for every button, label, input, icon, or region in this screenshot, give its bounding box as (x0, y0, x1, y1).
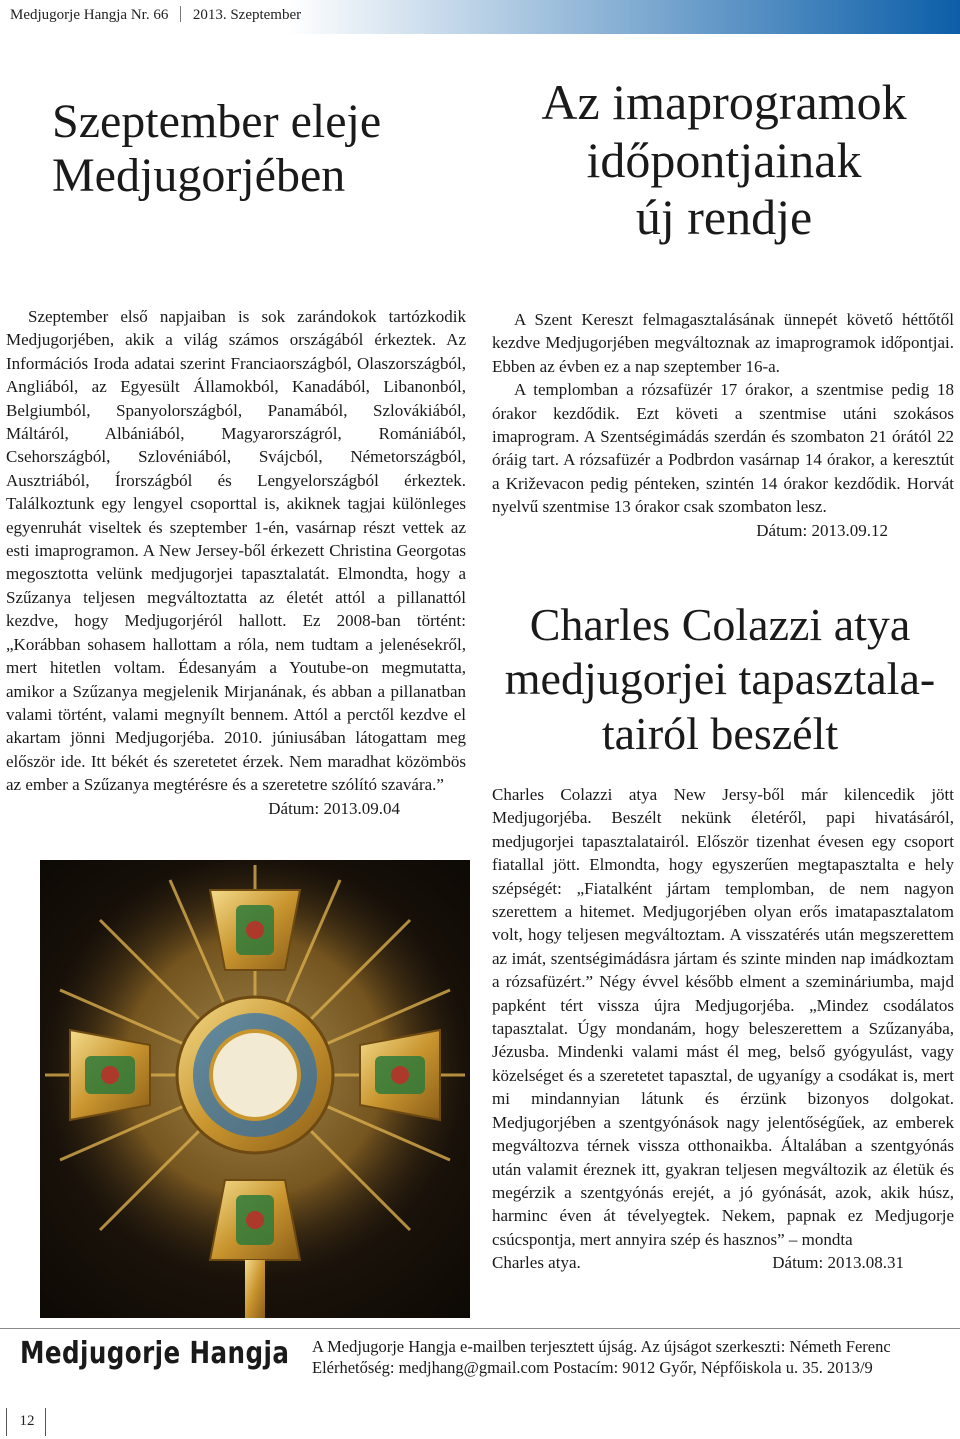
footer-logo: Medjugorje Hangja (20, 1336, 290, 1371)
page-number-box (6, 1408, 46, 1436)
header-separator (180, 6, 181, 22)
article-body-right-top (492, 308, 954, 542)
article-title-left (52, 95, 432, 203)
running-header (10, 6, 301, 24)
article-title-right-bottom (490, 598, 950, 761)
article-signoff (492, 1251, 954, 1274)
paragraph: Charles Colazzi atya New Jersy-ből már kilencedik jött Medjugorjéba. Beszélt nekünk életéről, papi hivatásáról, medjugorjei tapasztalatairól. Először tizenhat évesen egy csoport fiatallal jött. Elmondta, hogy egyszerűen megtapasztalta e hely szépségét: „Fiatalként jártam templomban, de nem nagyon szerettem a hitemet. Medjugorjében olyan erős imatapasztalatom volt, hogy teljesen megváltoztam. A visszatérés után megszerettem az imát, szentségimádásra jártam és szinte minden nap imádkoztam a rózsafüzért.” Négy évvel később elment a szemináriumba, majd papként tért vissza újra Medjugorjéba. „Mindez csodálatos tapasztalat. Úgy mondanám, hogy beleszerettem a Szűzanyába, Jézusba. Mindenki valami mást él meg, belső gyógyulást, vagy közelséget és a szeretetet tapasztal, de ugyanígy a csodákat is, mert mi mindannyian látunk és érzünk bizonyos dolgokat. Medjugorjében a szentgyónások nagy jelentőségűek, az emberek megváltozva térnek vissza otthonaikba. Általában a szentgyónás után valamit éreznek itt, gyakran teljesen megváltozik az életük és megérzik a szentgyónás erejét, a jó gyónását, azok, akik húsz, harminc éven át tévelyegtek. Nekem, papnak ez Medjugorje csúcspontja, mert annyira szép és hasznos” – mondta (492, 785, 954, 1249)
paragraph: A Szent Kereszt felmagasztalásának ünnepét követő héttőtől kezdve Medjugorjében megváltoznak az imaprogramok időpontjai. Ebben az évben ez a nap szeptember 16-a. (492, 310, 954, 376)
title-line: időpontjainak (586, 131, 862, 188)
article-date: Dátum: 2013.08.31 (772, 1253, 904, 1273)
article-title-right-top (515, 74, 933, 247)
page-number: 12 (19, 1413, 35, 1429)
article-date: Dátum: 2013.09.12 (756, 520, 888, 540)
paragraph: Szeptember első napjaiban is sok zarándokok tartózkodik Medjugorjében, akik a világ számos országából érkeztek. Az Információs Iroda adatai szerint Franciaországból, Olaszországból, Angliából, az Egyesült Államokból, Kanadából, Libanonból, Belgiumból, Spanyolországból, Panamából, Szlovákiából, Máltáról, Albániából, Magyarországról, Romániából, Csehországból, Szlovéniából, Svájcból, Németországból, Ausztriából, Írországból és Lengyelországból érkeztek. Találkoztunk egy lengyel csoporttal is, akiknek tagjai különleges egyenruhát viseltek és szeptember 1-én, vasárnap részt vettek az esti imaprogramon. A New Jersey-ből érkezett Christina Georgotas megosztotta velünk medjugorjei tapasztalatát. Elmondta, hogy a Szűzanya teljesen megváltoztatta az életét attól a pillanattól kezdve, hogy Medjugorjéról hallott. Ez 2008-ban történt: „Korábban sohasem hallottam a róla, nem tudtam a jelenésekről, mert hitetlen voltam. Édesanyám a Youtube-on megmutatta, amikor a Szűzanya megjelenik Mirjanának, és abban a pillanatban valami történt, valami megnyílt bennem. Attól a perctől kezdve el akartam jönni Medjugorjéba. 2010. júniusában látogattam meg először ide. Itt békét és szeretetet érzek. Nem maradhat közömbös az ember a Szűzanya megtérésre és a szeretetre szólító szavára.” (6, 307, 466, 795)
title-line: új rendje (635, 189, 813, 245)
footer-line: A Medjugorje Hangja e-mailben terjesztett újság. Az újságot szerkeszti: Németh Ferenc (312, 1337, 891, 1356)
monstrance-photo (40, 860, 470, 1318)
title-line: medjugorjei tapasztala- (504, 653, 936, 705)
article-body-left (6, 305, 466, 820)
title-line: Medjugorjében (52, 149, 346, 203)
issue-date: 2013. Szeptember (192, 7, 302, 23)
title-line: tairól beszélt (601, 707, 839, 759)
footer-line: Elérhetőség: medjhang@gmail.com Postacím: 9012 Győr, Népfőiskola u. 35. 2013/9 (312, 1358, 873, 1377)
publication-name: Medjugorje Hangja (10, 7, 128, 23)
title-line: Charles Colazzi atya (529, 599, 911, 650)
issue-number: Nr. 66 (130, 7, 169, 23)
monstrance-illustration (40, 860, 470, 1318)
signoff-name: Charles atya. (492, 1253, 581, 1273)
footer-info (312, 1336, 952, 1378)
article-body-right-bottom (492, 783, 954, 1275)
article-date: Dátum: 2013.09.04 (268, 798, 400, 818)
footer-rule (0, 1328, 960, 1329)
title-line: Szeptember eleje (52, 95, 382, 148)
title-line: Az imaprogramok (541, 74, 907, 130)
paragraph: A templomban a rózsafüzér 17 órakor, a szentmise pedig 18 órakor kezdődik. Ezt követi a szentmise utáni szokásos imaprogram. A Szentségimádás szerdán és szombaton 21 órától 22 óráig tart. A rózsafüzér a Podbrdon vasárnap 14 órakor, a keresztút a Križevacon pedig pénteken, szintén 14 órakor kezdődik. Horvát nyelvű szentmise 13 órakor csak szombaton lesz. (492, 380, 954, 517)
